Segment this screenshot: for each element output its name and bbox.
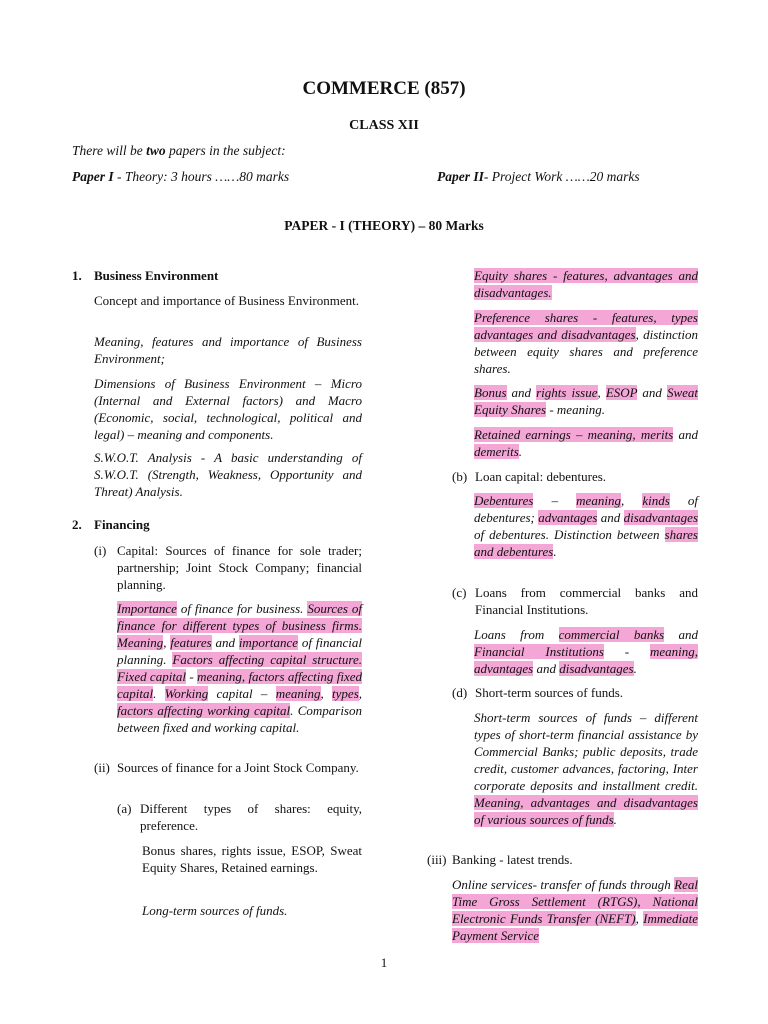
subitem-c <box>452 584 698 618</box>
paper-two-line <box>437 169 640 185</box>
section-2-title: Financing <box>94 517 150 532</box>
subitem-a-text: Different types of shares: equity, preference. <box>140 801 362 833</box>
paper-heading: PAPER - I (THEORY) – 80 Marks <box>284 218 484 233</box>
subitem-b-text: Loan capital: debentures. <box>475 469 607 484</box>
subitem-c-text: Loans from commercial banks and Financial Institutions. <box>475 585 698 617</box>
short-term-paragraph: Short-term sources of funds – different types of short-term financial assistance by Commercial Banks; public deposits, trade credit, customer advances, factoring, Inter corporate deposits and installment credit. Meaning, advantages and disadvantages of various sources of funds. <box>474 710 698 827</box>
online-services-paragraph: Online services- transfer of funds through Real Time Gross Settlement (RTGS), National Electronic Funds Transfer (NEFT), Immediate Payment Service <box>452 877 698 943</box>
bonus-rights-paragraph: Bonus and rights issue, ESOP and Sweat Equity Shares - meaning. <box>474 385 699 417</box>
paper-two-text: - Project Work ……20 marks <box>483 169 640 184</box>
subitem-c-label: (c) <box>452 585 467 600</box>
retained-earnings-paragraph: Retained earnings – meaning, merits and demerits. <box>474 427 698 459</box>
subitem-iii-label: (iii) <box>427 852 447 867</box>
subitem-i-detail: Importance of finance for business. Sources of finance for different types of business firms. Meaning, features and importance of financial planning. Factors affecting capital structure. Fixed capital - meaning, factors affecting fixed capital. Working capital – meaning, types, factors affecting working capital. Comparison between fixed and working capital. <box>117 601 363 735</box>
section-1-number: 1. <box>72 268 82 283</box>
s1-paragraph-2: Meaning, features and importance of Business Environment; <box>94 334 362 366</box>
intro-before: There will be <box>72 143 143 158</box>
paper-two-label: Paper II <box>437 169 484 184</box>
s1-paragraph-4: S.W.O.T. Analysis - A basic understanding of S.W.O.T. (Strength, Weakness, Opportunity and Threat) Analysis. <box>94 450 362 499</box>
debentures-paragraph: Debentures – meaning, kinds of debentures; advantages and disadvantages of debentures. Distinction between shares and debentures. <box>474 493 699 559</box>
paper-one-line <box>72 169 289 185</box>
subitem-a <box>117 800 362 834</box>
section-1-title: Business Environment <box>94 268 219 283</box>
document-title: COMMERCE (857) <box>302 78 466 99</box>
paper-one-text: - Theory: 3 hours ……80 marks <box>113 169 290 184</box>
intro-after: papers in the subject: <box>169 143 286 158</box>
s1-paragraph-3: Dimensions of Business Environment – Micro (Internal and External factors) and Macro (Economic, social, technological, political and legal) – meaning and components. <box>94 376 362 442</box>
subitem-a-paragraph-2: Long-term sources of funds. <box>142 903 288 918</box>
section-2-heading <box>72 516 364 533</box>
subitem-d <box>452 684 698 701</box>
intro-line <box>72 143 286 159</box>
subitem-i <box>94 542 362 593</box>
equity-shares-paragraph: Equity shares - features, advantages and disadvantages. <box>474 268 698 300</box>
section-2-number: 2. <box>72 517 82 532</box>
subitem-b-label: (b) <box>452 469 468 484</box>
page-number: 1 <box>380 955 388 970</box>
subitem-iii <box>427 851 698 868</box>
subitem-iii-text: Banking - latest trends. <box>452 852 573 867</box>
subitem-ii-label: (ii) <box>94 760 110 775</box>
loans-paragraph: Loans from commercial banks and Financial Institutions - meaning, advantages and disadvantages. <box>474 627 699 676</box>
subitem-i-label: (i) <box>94 543 107 558</box>
subitem-d-text: Short-term sources of funds. <box>475 685 624 700</box>
s1-paragraph-1: Concept and importance of Business Environment. <box>94 293 360 308</box>
subitem-a-label: (a) <box>117 801 132 816</box>
paper-one-label: Paper I <box>72 169 114 184</box>
subitem-ii-text: Sources of finance for a Joint Stock Company. <box>117 760 359 775</box>
section-1-heading <box>72 267 364 284</box>
subitem-i-text: Capital: Sources of finance for sole trader; partnership; Joint Stock Company; financial planning. <box>117 543 362 592</box>
intro-bold: two <box>146 143 166 158</box>
subitem-b <box>452 468 698 485</box>
subitem-a-paragraph-1: Bonus shares, rights issue, ESOP, Sweat Equity Shares, Retained earnings. <box>142 843 362 875</box>
subitem-d-label: (d) <box>452 685 468 700</box>
class-heading: CLASS XII <box>349 118 419 133</box>
subitem-ii <box>94 759 362 776</box>
preference-shares-paragraph: Preference shares - features, types advantages and disadvantages, distinction between equity shares and preference shares. <box>474 310 699 376</box>
